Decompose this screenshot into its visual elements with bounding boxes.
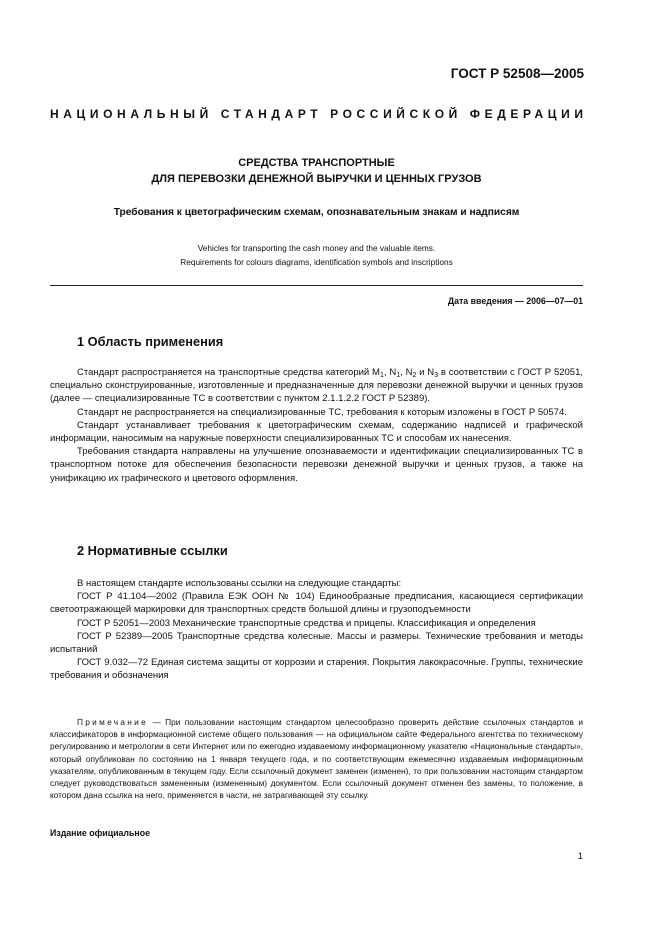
english-title-line-2: Requirements for colours diagrams, identification symbols and inscriptions: [180, 257, 453, 267]
title-line-1: СРЕДСТВА ТРАНСПОРТНЫЕ: [238, 157, 395, 169]
title-line-2: ДЛЯ ПЕРЕВОЗКИ ДЕНЕЖНОЙ ВЫРУЧКИ И ЦЕННЫХ ГРУЗОВ: [151, 173, 482, 185]
section-2-body: [50, 577, 583, 683]
paragraph: Стандарт устанавливает требования к цветографическим схемам, содержанию надписей и графической информации, наносимым на наружные поверхности специализированных ТС и способам их нанесения.: [50, 419, 583, 445]
reference-item: ГОСТ 9.032—72 Единая система защиты от коррозии и старения. Покрытия лакокрасочные. Группы, технические требования и обозначения: [50, 657, 583, 682]
note-text: — При пользовании настоящим стандартом целесообразно проверить действие ссылочных стандартов и классификаторов в информационной системе общего пользования — на официальном сайте Федерального агентства по техническому регулированию и метрологии в сети Интернет или по ежегодно издаваемому информационному указателю «Национальные стандарты», который опубликован по состоянию на 1 января текущего года, и по соответствующим ежемесячно издаваемым информационным указателям, опубликованным в текущем году. Если ссылочный документ заменен (изменен), то при пользовании настоящим стандартом следует руководствоваться замененным (измененным) документом. Если ссылочный документ отменен без замены, то положение, в котором дана ссылка на него, применяется в части, не затрагивающей эту ссылку.: [50, 717, 583, 801]
reference-item: ГОСТ Р 52389—2005 Транспортные средства колесные. Массы и размеры. Технические требования и методы испытаний: [50, 630, 583, 656]
effective-date: Дата введения — 2006—07—01: [447, 296, 583, 306]
section-1-body: [50, 366, 583, 485]
page-number: 1: [577, 851, 583, 862]
document-title: [50, 155, 583, 187]
paragraph: Стандарт распространяется на транспортные средства категорий $M_1$, $N_1$, $N_2$ и $N_3$ в соответствии с ГОСТ Р 52051, специально сконструированные, изготовленные и предназначенные для перевозки денежной выручки и ценных грузов (далее — специализированные ТС в соответствии с пунктом 2.1.1.2.2 ГОСТ Р 52389).: [50, 367, 584, 405]
national-standard-heading: НАЦИОНАЛЬНЫЙ СТАНДАРТ РОССИЙСКОЙ ФЕДЕРАЦИИ: [50, 107, 588, 121]
section-2-heading: 2 Нормативные ссылки: [77, 543, 228, 558]
note: [50, 716, 583, 801]
edition-label: Издание официальное: [50, 828, 150, 838]
section-1-heading: 1 Область применения: [77, 334, 224, 349]
reference-item: ГОСТ Р 52051—2003 Механические транспортные средства и прицепы. Классификация и определения: [77, 617, 536, 629]
document-subtitle: Требования к цветографическим схемам, опознавательным знакам и надписям: [113, 207, 520, 218]
reference-item: ГОСТ Р 41.104—2002 (Правила ЕЭК ООН № 104) Единообразные предписания, касающиеся сертификации светоотражающей маркировки для транспортных средств большой длины и грузоподъемности: [50, 591, 583, 616]
document-code: ГОСТ Р 52508—2005: [450, 66, 584, 81]
divider: [50, 285, 583, 286]
note-label: Примечание: [77, 717, 149, 727]
english-title: [50, 241, 583, 269]
paragraph: Требования стандарта направлены на улучшение опознаваемости и идентификации специализированных ТС в транспортном потоке для обеспечения безопасности перевозки денежной выручки и ценных грузов, а также на унификацию их графического и цветового оформления.: [50, 446, 583, 484]
english-title-line-1: Vehicles for transporting the cash money and the valuable items.: [197, 243, 436, 253]
paragraph: Стандарт не распространяется на специализированные ТС, требования к которым изложены в ГОСТ Р 50574.: [77, 406, 567, 418]
paragraph: В настоящем стандарте использованы ссылки на следующие стандарты:: [77, 578, 402, 589]
